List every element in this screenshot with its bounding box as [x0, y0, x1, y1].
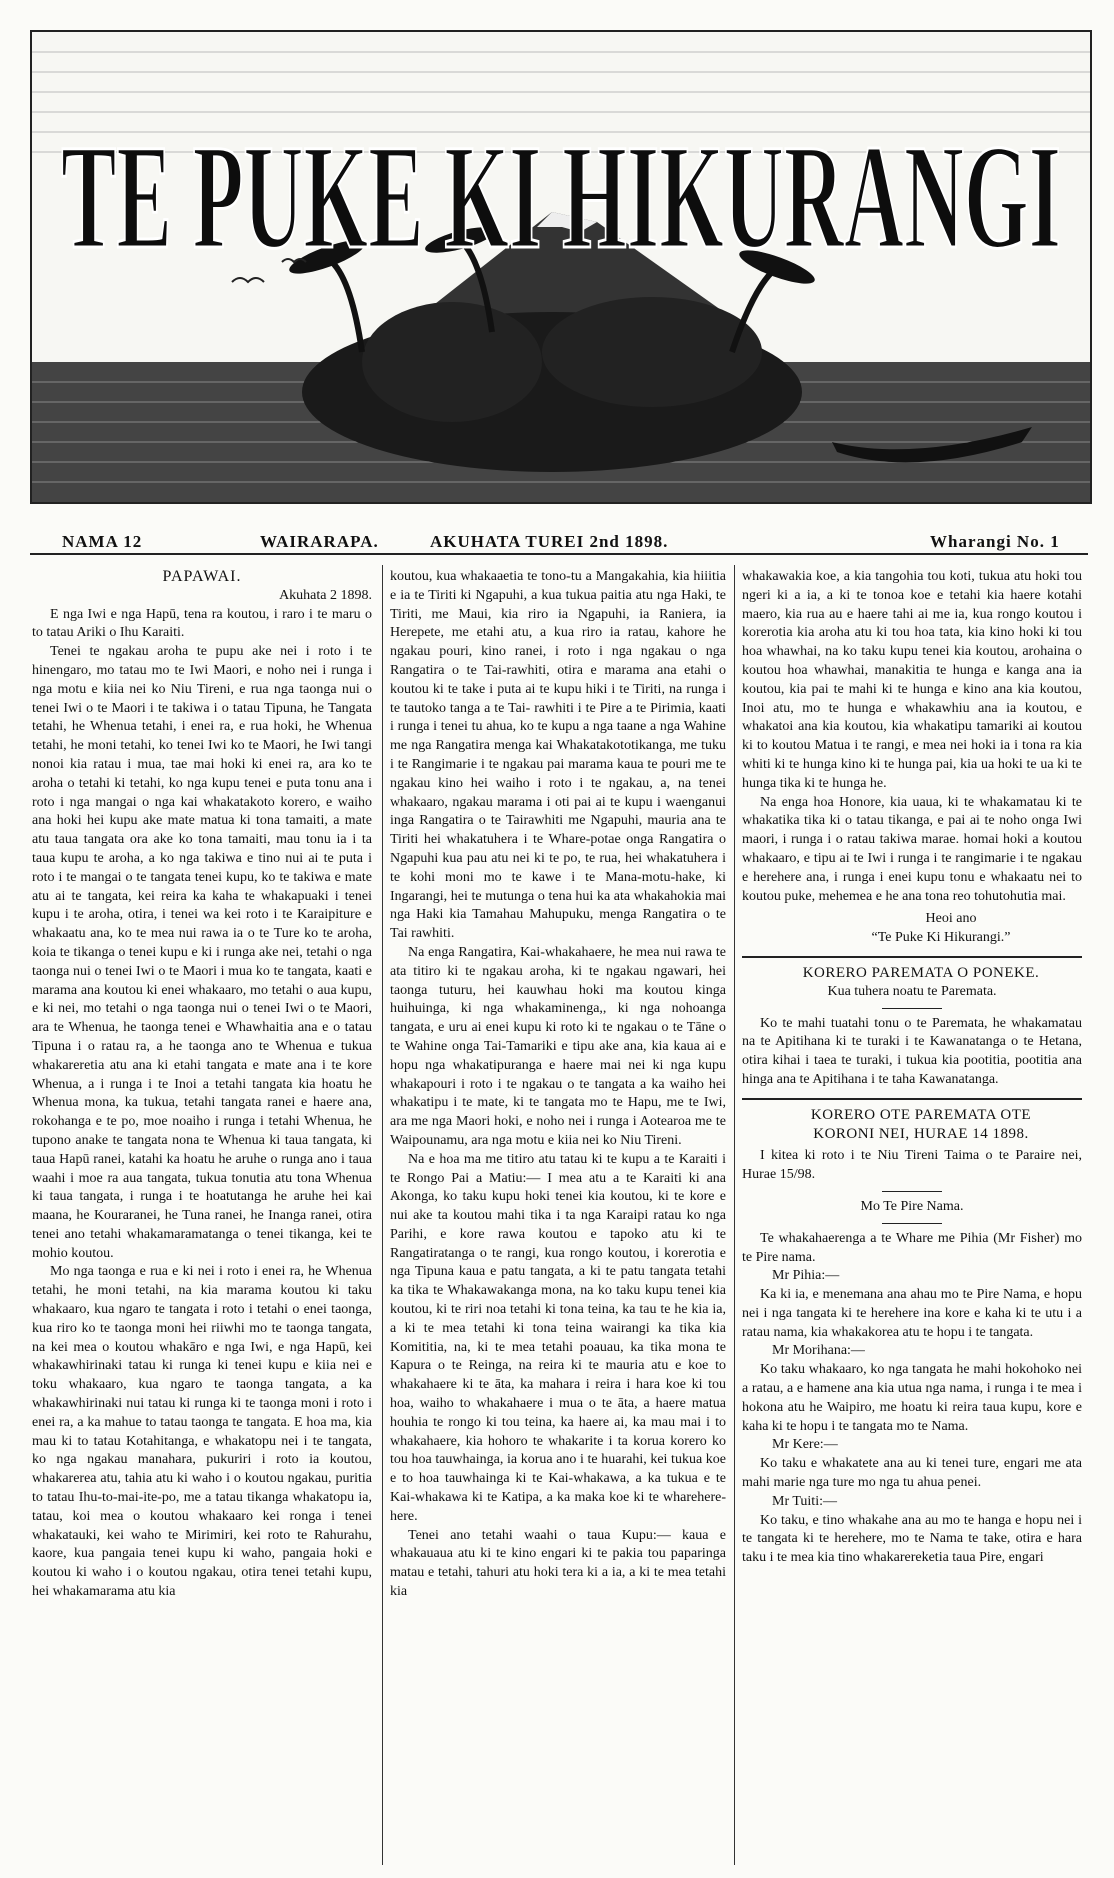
- section-subheading: Mo Te Pire Nama.: [860, 1198, 964, 1214]
- signoff-line: Heoi ano: [925, 911, 977, 927]
- paragraph: Ka ki ia, e menemana ana ahau mo te Pire Nama, e hopu nei i nga tangata ki te herehere ina kore e kaha ki te utu i a ratau nama, kia whakakorea atu te hopu i te tangata.: [742, 1287, 1082, 1340]
- article-heading: PAPAWAI.: [162, 568, 242, 585]
- column-2: [390, 568, 726, 1868]
- article-date: Akuhata 2 1898.: [279, 587, 372, 603]
- paragraph: Na e hoa ma me titiro atu tatau ki te kupu a te Karaiti i te Rongo Pai a Matiu:— I mea atu a te Karaiti ki ana Akonga, ko taku kupu hoki tenei kia koutou, ki te kore e nui ake ta koutou mahi tika i ta nga Karaipi ratau ko nga Parihi, e kore rawa koutou e tapoko atu ki te Rangatiratanga o te rangi, kua rongo koutou, i korerotia e nga Tipuna kaua e patu tangata, a ki te patu tangata tetahi ka tika te Whakawakanga mona, na ko taku kupu tenei kia koutou, ki te riri noa tetahi ki tona teina, ka tau te he kia ia, a ki te mea tetahi ki tona teina wairangi ka tika kia Komititia, na, ki te mea tetahi poauau, ka tika mona te Kapura o te Reinga, na reira ki te mauria atu e koe to whakahaere ki te āta, ka mahara i reira i hara koe ki tou hoa, waiho to whakahaere i mua o te āta, a haere matua houhia te rongo ki tou teina, ka haere ai, ka mau mai i to whakahaere, kia hohoro te whakarite i ta korua korero ko tou hoa tauwhainga, ia korua ano i te huarahi, kei tukua koe e to hoa tauwhainga ki te Kai-whakawa, a ka tukua e te Kai-whakawa ki te Katipa, a ka maka koe ki te wharehere-here.: [390, 1151, 726, 1524]
- short-rule: [882, 1223, 942, 1224]
- masthead-title: [32, 32, 1090, 502]
- section-heading-line1: KORERO OTE PAREMATA OTE: [810, 1106, 1032, 1123]
- section-subheading: Kua tuhera noatu te Paremata.: [827, 983, 997, 999]
- issue-date: AKUHATA TUREI 2nd 1898.: [430, 532, 669, 551]
- issue-number: NAMA 12: [62, 532, 143, 551]
- paragraph: Ko te mahi tuatahi tonu o te Paremata, he whakamatau na te Apitihana ki te turaki i te Kawanatanga o te Hetana, otira kihai i taea te turaki, i tukua kia pootitia, pootitia ana hinga ana te Apitihana i te taha Kawanatanga.: [742, 1015, 1082, 1087]
- paragraph: I kitea ki roto i te Niu Tireni Taima o te Paraire nei, Hurae 15/98.: [742, 1148, 1082, 1183]
- paragraph: Mo nga taonga e rua e ki nei i roto i enei ra, he Whenua tetahi, he moni tetahi, na kia marama koutou ki taku whakaaro, kua ngaro te tangata i roto i tetahi o enei taonga, kua riro ko te taonga moni hei riiwhi mo te taonga tangata, na kei mea o koutou whakāro e nga Iwi, e nga Hapū, kei whakawhirinaki tatau ki runga ki tenei kupu e kiia nei e toku whakaaro, kua ngaro te taonga tangata, a ka whakawhirinaki nui tatau ki runga ki te taonga moni i roto i enei ra, a ka mahue to tatau taonga te tangata. E hoa ma, kia mau ki to tatau Kotahitanga, e whakatopu nei i te tangata, ko nga ngakau manahara, pukuriri i roto ia koutou, whakarerea atu, tahia atu ki waho i o koutou ngakau, puritia to tatau Ihu-to-mai-ite-po, me a tatau tikanga whakatopu ia, tatau, koi mea o koutou whakaaro kei ronga i tenei whakatauki, kei waho te Mirimiri, kei roto te Rahurahu, kaore, kua pangaia tenei kupu ki waho, pangaia hoki e koutou ki waho i o koutou ngakau, otira tenei tetahi kupu, hei whakamarama atu kia: [32, 1264, 372, 1600]
- speaker-name: Mr Tuiti:—: [772, 1493, 837, 1509]
- column-3: [742, 568, 1082, 1868]
- header-rule: [30, 553, 1088, 555]
- paragraph: Ko taku, e tino whakahe ana au mo te hanga e hopu nei i te tangata ki te herehere, mo te Nama te take, otira e hara taku i te mea kia tino whakarereketia taua Pire, engari: [742, 1512, 1082, 1566]
- paragraph: Na enga hoa Honore, kia uaua, ki te whakamatau ki te whakatika tika ki o tatau tikanga, e pai ai te noho onga Iwi maori, i runga i o ratau takiwa marae. homai hoki a koutou whakaaro, e tipu ai te Iwi i runga i te rangimarie i te ngakau e herehere ana, i runga i enei kupu tonu e whakaatu nei to koutou puke, mehemea e he ana tona reo tohutohutia mai.: [742, 794, 1082, 904]
- speaker-name: Mr Pihia:—: [772, 1268, 840, 1284]
- masthead-title-text: TE PUKE KI HIKURANGI: [61, 114, 1061, 280]
- speaker-name: Mr Morihana:—: [772, 1343, 865, 1359]
- section-rule: [742, 1098, 1082, 1100]
- paragraph: Tenei ano tetahi waahi o taua Kupu:— kaua e whakauaua atu ki te kino engari ki te pakia tou paparinga matau e tetahi, tahuri atu hoki tera ki a ia, a ki te mea tetahi kia: [390, 1527, 726, 1600]
- paragraph: E nga Iwi e nga Hapū, tena ra koutou, i raro i te maru o to tatau Ariki o Ihu Karaiti.: [32, 606, 372, 641]
- page-number: Wharangi No. 1: [930, 532, 1060, 551]
- speaker-name: Mr Kere:—: [772, 1437, 838, 1453]
- masthead: [30, 30, 1092, 504]
- paragraph: Ko taku e whakatete ana au ki tenei ture, engari me ata mahi marie nga ture mo nga tu ahua penei.: [742, 1456, 1082, 1491]
- column-1: [32, 568, 372, 1868]
- issue-place: WAIRARAPA.: [260, 532, 379, 551]
- signoff-name: “Te Puke Ki Hikurangi.”: [871, 930, 1011, 946]
- section-heading: KORERO PAREMATA O PONEKE.: [802, 964, 1040, 981]
- short-rule: [882, 1191, 942, 1192]
- paragraph: Ko taku whakaaro, ko nga tangata he mahi hokohoko nei a ratau, a e hamene ana kia utua nga nama, i runga i te mea i hokona atu he Waipiro, me hoatu ki reira taua kupu, kore e kaha ki te hopu i te tangata mo te Nama.: [742, 1362, 1082, 1434]
- short-rule: [882, 1008, 942, 1009]
- column-divider: [382, 565, 383, 1865]
- paragraph: Na enga Rangatira, Kai-whakahaere, he mea nui rawa te ata titiro ki te ngakau aroha, ki te ngakau ngawari, hei taonga tuturu, hei kauwhau hoki ma koutou kinga huihuinga, ki nga whakaminenga,, ki nga nohoanga tangata, e uru ai enei kupu ki roto ki te ngakau o te Tāne o te Wahine onga Tai-Tamariki e tipu ake ana, kia kaua ai e hopu nga whakatipuranga e haere mai nei ki nga kupu whakapouri i roto i te ngakau o te tangata a ka waiho hei whakatipu i te mate, ki te tangata mo te Hapu, me te Iwi, ara me nga Maori hoki, e noho nei i runga i Aotearoa me te Waipounamu, ara nga motu e kiia nei ko Niu Tireni.: [390, 944, 726, 1148]
- section-rule: [742, 956, 1082, 958]
- paragraph: Tenei te ngakau aroha te pupu ake nei i roto i te hinengaro, mo tatau mo te Iwi Maori, e noho nei i runga i nga motu e kiia nei ko Niu Tireni, e rua nga taonga nui o tenei Iwi o te Maori i te takiwa i o tatau Tipuna, he Tangata tetahi, he Whenua tetahi, i enei ra, e rua hoki, he Whenua tetahi, he moni tetahi, ko tenei Iwi ko te Maori, he Iwi tangi nonoi kia ratau i mua, tae mai hoki ki enei ra, ara ko te aroha o tetahi ki tetahi, ko nga kupu tenei e puta tonu ana i roto i nga mangai o nga kai whakatakoto korero, e waiho ana hoki hei kupu ake mate matua ki tona tamaiti, a mate atu taua tangata ora ake ko tona tamaiti, mau tonu ia i ta taua kupu te aroha, a ko nga takiwa e tino nui ai te puta i roto i te mangai o te tangata tenei kupu, ko te takiwa e mate atu ai te tangata, kei reira ka kaha te whakapuaki i tenei kupu i te aroha, otira, i tenei wa kei roto i te Karaipiture e whakaatu ana, ko te mea nui rawa ia o te Ture ko te aroha, koia te tikanga o tenei kupu e ki i runga ake nei, tetahi o nga taonga nui o tenei Iwi o te Maori i mua ko te tangata, kaati e marama ana koutou ki enei whakaaro, mo tetahi o aua kupu, e ki nei, mo tetahi o nga taonga nui o tenei Iwi o te Maori, ara te Whenua, he taonga tenei e Whawhaitia ana e o tatau Tipuna i o ratau ra, a he taonga ano te Whenua e tukua whakareretia atu ana ki etahi tangata e mate ana i te kore Whenua, a i runga i te Inoi a tetahi tangata kia hoatu he Whenua mona, ka tukua, tetahi tangata ranei e haere ana, rokohanga e te po, moe noaiho i runga i tetahi Whenua, he tupono anake te tangata nona te Whenua ki taua tangata, ki taua Hapū ranei, katahi ka hoatu he aruhe o runga ano i taua waahi i moe ra aua tangata, tukua tonutia atu tona Whenua ki taua tangata, i runga i te hoatutanga he aruhe hei kai maana, he Kouraranei, he Tuna ranei, he Inanga ranei, otira tenei ano tetahi whakamaramatanga o tenei tikanga, kei te mohio koutou.: [32, 644, 372, 1261]
- paragraph: Te whakahaerenga a te Whare me Pihia (Mr Fisher) mo te Pire nama.: [742, 1230, 1082, 1265]
- paragraph: whakawakia koe, a kia tangohia tou koti, tukua atu hoki tou ngeri ki a ia, a ki te tonoa koe e tetahi kia haere kotahi maero, kia rua au e haere tahi ai me ia, kua rongo koutou i korerotia kia aroha atu ki tou hoa tata, kia kino hoki ki tou hoa whawhai, na ko taku kupu tenei kia koutou, arohaina o koutou hoa whawhai, manakitia te hunga e kanga ana ia koutou, kia pai te mahi ki te hunga e kino ana kia koutou, Inoi atu, mo te hunga e whakawhiu ana ia koutou, e whakatoi ana kia koutou, kia whakatipu tamariki ai koutou ki to koutou Matua i te rangi, e mea nei hoki ia i tona ra kia whiti ki te hunga kino ki te hunga pai, kia ua hoki te ua ki te hunga tika ki te hunga he.: [742, 569, 1082, 791]
- paragraph: koutou, kua whakaaetia te tono-tu a Mangakahia, kia hiiitia e ia te Tiriti ki Ngapuhi, a kua tukua paitia atu nga Haki, te Tiriti, me Maui, kia riro ia Ngapuhi, ia Raniera, ia Herepete, me etahi atu, a kua riro ia ratau, kahore he ngakau pouri, kino ranei, i roto i nga ngakau o nga Rangatira o te Tai-rawhiti, otira e marama ana etahi o koutou ki te take i puta ai te kupu hiki i te Tiriti, na runga i te tautoko tanga a te Tai- rawhiti i te Pire a te Pirimia, kaati i runga i tenei tu ahua, ko te kupu a nga taane a nga Wahine me nga Rangatira menga kai Whakatakototikanga, me tuku i te Rangimarie i te ngakau pai marama kaua te pouri me te ngakau kino hei waiho i roto i te ngakau, a, na tenei whakaaro, ngakau marama i oti pai ai te kupu i waenganui inga Rangatira o te Tairawhiti me Ngapuhi, mauria ana te Tiriti hei whakatuhera i te Whare-potae onga Rangatira o Ngapuhi kua pau atu nei ki te po, te rua, hei whakatuhera i te kohi moni mo te kawe i te Mana-motu-hake, ki Ingarangi, hei te mutunga o tena hui ka ata whakahokia mai nga Haki kia Tamahau Mahupuku, menga Rangatira o te Tai rawhiti.: [390, 569, 726, 942]
- section-heading-line2: KORONI NEI, HURAE 14 1898.: [813, 1125, 1029, 1142]
- column-divider: [734, 565, 735, 1865]
